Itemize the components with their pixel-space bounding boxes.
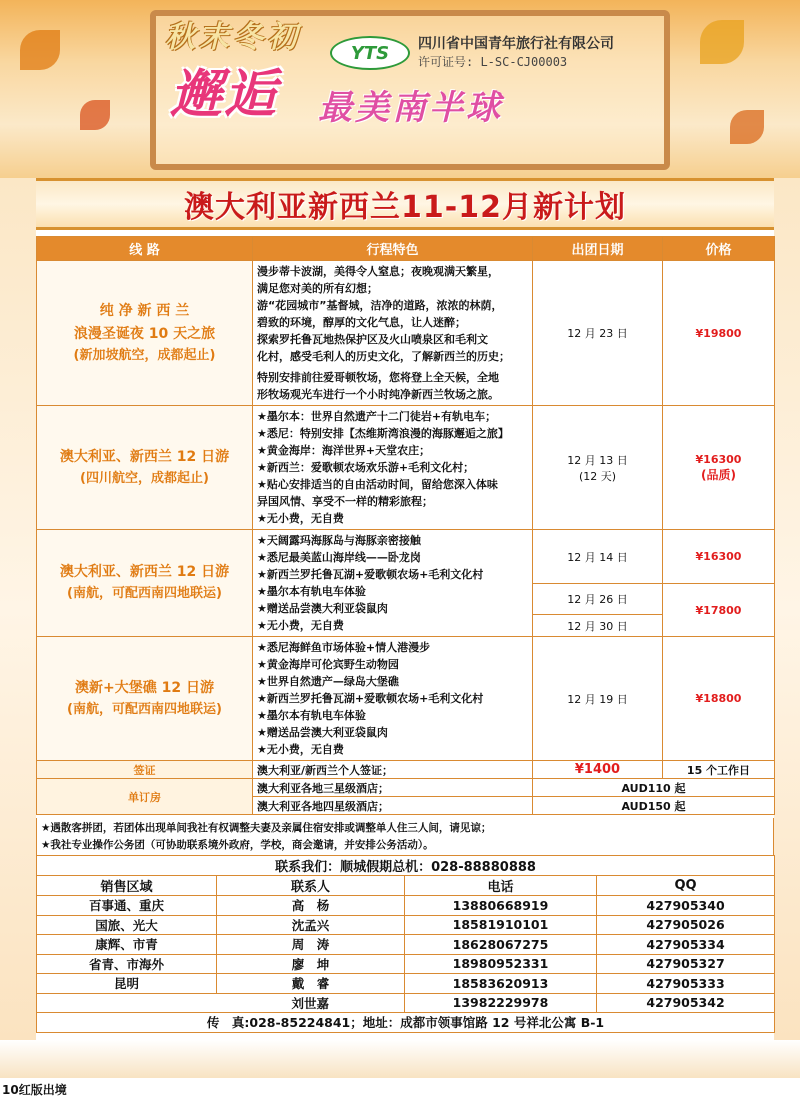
contact-headline: 联系我们：顺城假期总机：028-88880888 — [37, 856, 775, 876]
feature-line: ★无小费，无自费 — [257, 619, 344, 632]
slogan-top: 秋末冬初 — [165, 20, 301, 55]
leaf-decoration — [700, 20, 744, 64]
route-name[interactable] — [37, 406, 253, 530]
route-features — [253, 406, 533, 530]
feature-line: ★新西兰：爱歌顿农场欢乐游+毛利文化村； — [257, 461, 475, 474]
feature-line: ★赠送品尝澳大利亚袋鼠肉 — [257, 602, 388, 615]
price: ¥18800 — [663, 637, 775, 761]
feature-line: ★黄金海岸可伦宾野生动物园 — [257, 658, 399, 671]
qq-number[interactable]: 427905327 — [597, 954, 775, 974]
phone-number[interactable]: 18583620913 — [405, 974, 597, 994]
feature-line: ★新西兰罗托鲁瓦湖+爱歌顿农场+毛利文化村 — [257, 568, 484, 581]
bottom-decoration — [0, 1040, 800, 1078]
route-name[interactable] — [37, 530, 253, 637]
note-line: ★遇散客拼团，若团体出现单间我社有权调整夫妻及亲属住宿安排或调整单人住三人间，请见谅； — [41, 822, 492, 834]
sales-region: 国旅、光大 — [37, 915, 217, 935]
feature-line: ★黄金海岸：海洋世界+天堂农庄； — [257, 444, 431, 457]
feature-line: ★墨尔本有轨电车体验 — [257, 709, 366, 722]
feature-line: ★墨尔本有轨电车体验 — [257, 585, 366, 598]
route-line: 浪漫圣诞夜 10 天之旅 — [73, 326, 216, 342]
price-note: (品质) — [701, 467, 736, 482]
hotel-desc: 澳大利亚各地三星级酒店； — [253, 779, 533, 797]
feature-line: 碧致的环境，醇厚的文化气息，让人迷醉； — [257, 316, 466, 329]
company-name: 四川省中国青年旅行社有限公司 — [418, 36, 614, 52]
page-footer: 10红版出境 — [2, 1083, 67, 1097]
single-room-label: 单订房 — [37, 779, 253, 815]
departure-date: 12 月 19 日 — [533, 637, 663, 761]
fax-address: 传 真:028-85224841；地址：成都市领事馆路 12 号祥北公寓 B-1 — [37, 1013, 775, 1033]
contact-header-row — [37, 876, 775, 896]
column-header: 价格 — [663, 237, 775, 261]
route-line: (四川航空，成都起止) — [80, 470, 209, 486]
route-line: (南航，可配西南四地联运) — [67, 701, 222, 717]
hotel-price: AUD150 起 — [533, 797, 775, 815]
leaf-decoration — [80, 100, 110, 130]
price: ¥17800 — [663, 584, 775, 637]
table-row — [37, 406, 775, 530]
departure-date: 12 月 26 日 — [533, 584, 663, 615]
date-value: 12 月 13 日 — [567, 453, 628, 467]
column-header: 线 路 — [37, 237, 253, 261]
column-header: 销售区域 — [37, 876, 217, 896]
feature-line: 游“花园城市”基督城，洁净的道路，浓浓的林荫， — [257, 299, 503, 312]
header-banner — [0, 0, 800, 178]
qq-number[interactable]: 427905340 — [597, 896, 775, 916]
contact-person: 高 杨 — [217, 896, 405, 916]
feature-line: ★新西兰罗托鲁瓦湖+爱歌顿农场+毛利文化村 — [257, 692, 484, 705]
visa-price: ¥1400 — [533, 761, 663, 779]
column-header: 行程特色 — [253, 237, 533, 261]
single-room-row — [37, 779, 775, 797]
contact-person: 刘世嘉 — [217, 993, 405, 1013]
price-value: ¥16300 — [695, 452, 742, 466]
side-decoration-left — [0, 178, 36, 1040]
route-line: 澳新+大堡礁 12 日游 — [75, 679, 214, 696]
feature-line: ★天阔露玛海豚岛与海豚亲密接触 — [257, 534, 421, 547]
qq-number[interactable]: 427905342 — [597, 993, 775, 1013]
contact-person: 周 涛 — [217, 935, 405, 955]
hotel-desc: 澳大利亚各地四星级酒店； — [253, 797, 533, 815]
qq-number[interactable]: 427905026 — [597, 915, 775, 935]
departure-date: 12 月 23 日 — [533, 261, 663, 406]
feature-line: ★赠送品尝澳大利亚袋鼠肉 — [257, 726, 388, 739]
title-band — [36, 178, 774, 230]
feature-line: ★悉尼：特别安排【杰维斯湾浪漫的海豚邂逅之旅】 — [257, 427, 509, 440]
feature-line: ★无小费，无自费 — [257, 743, 344, 756]
route-name[interactable] — [37, 637, 253, 761]
phone-number[interactable]: 13982229978 — [405, 993, 597, 1013]
route-line: 纯 净 新 西 兰 — [99, 303, 190, 319]
phone-number[interactable]: 18581910101 — [405, 915, 597, 935]
feature-line: ★世界自然遗产—绿岛大堡礁 — [257, 675, 399, 688]
page-title: 澳大利亚新西兰11-12月新计划 — [184, 190, 626, 225]
table-row — [37, 261, 775, 406]
slogan-sub: 最美南半球 — [318, 88, 503, 128]
feature-line: ★墨尔本：世界自然遗产十二门徒岩+有轨电车； — [257, 410, 497, 423]
departure-date — [533, 406, 663, 530]
feature-line: 探索罗托鲁瓦地热保护区及火山喷泉区和毛利文 — [257, 333, 488, 346]
departure-date: 12 月 30 日 — [533, 615, 663, 637]
phone-number[interactable]: 13880668919 — [405, 896, 597, 916]
price: ¥16300 — [663, 530, 775, 584]
company-logo: YTS — [330, 36, 410, 70]
phone-number[interactable]: 18980952331 — [405, 954, 597, 974]
leaf-decoration — [20, 30, 60, 70]
itinerary-table — [36, 236, 775, 815]
feature-line: 异国风情、享受不一样的精彩旅程； — [257, 495, 433, 508]
route-features — [253, 530, 533, 637]
route-line: 澳大利亚、新西兰 12 日游 — [59, 448, 230, 465]
sales-region: 百事通、重庆 — [37, 896, 217, 916]
phone-number[interactable]: 18628067275 — [405, 935, 597, 955]
visa-label: 签证 — [37, 761, 253, 779]
leaf-decoration — [730, 110, 764, 144]
feature-line: 化村，感受毛利人的历史文化，了解新西兰的历史； — [257, 350, 510, 363]
price: ¥19800 — [663, 261, 775, 406]
sales-region — [37, 993, 217, 1013]
departure-date: 12 月 14 日 — [533, 530, 663, 584]
side-decoration-right — [774, 178, 800, 1040]
contact-row — [37, 915, 775, 935]
note-line: ★我社专业操作公务团（可协助联系境外政府，学校，商会邀请，并安排公务活动）。 — [41, 839, 434, 851]
contact-footer-row — [37, 1013, 775, 1033]
qq-number[interactable]: 427905334 — [597, 935, 775, 955]
sales-region: 省青、市海外 — [37, 954, 217, 974]
contact-row — [37, 935, 775, 955]
contact-row — [37, 993, 775, 1013]
contact-person: 戴 睿 — [217, 974, 405, 994]
route-name[interactable] — [37, 261, 253, 406]
route-line: 澳大利亚、新西兰 12 日游 — [59, 564, 230, 580]
column-header: QQ — [597, 876, 775, 896]
slogan-main: 邂逅 — [170, 64, 279, 125]
route-line: (新加坡航空，成都起止) — [73, 348, 216, 363]
feature-line: ★无小费，无自费 — [257, 512, 344, 525]
contact-headline-row — [37, 856, 775, 876]
notes-box — [36, 818, 774, 857]
sales-region: 昆明 — [37, 974, 217, 994]
feature-line: ★贴心安排适当的自由活动时间，留给您深入体味 — [257, 478, 498, 491]
route-line: (南航，可配西南四地联运) — [67, 586, 222, 601]
table-header-row — [37, 237, 775, 261]
table-row — [37, 530, 775, 584]
date-duration: (12 天) — [578, 469, 617, 483]
contact-person: 沈孟兴 — [217, 915, 405, 935]
qq-number[interactable]: 427905333 — [597, 974, 775, 994]
column-header: 电话 — [405, 876, 597, 896]
feature-line: 形牧场观光车进行一个小时纯净新西兰牧场之旅。 — [257, 388, 499, 401]
route-features — [253, 261, 533, 406]
contact-row — [37, 896, 775, 916]
price — [663, 406, 775, 530]
license-number: 许可证号: L-SC-CJ00003 — [418, 55, 568, 69]
visa-row — [37, 761, 775, 779]
visa-desc: 澳大利亚/新西兰个人签证； — [253, 761, 533, 779]
contact-table — [36, 855, 775, 1033]
column-header: 联系人 — [217, 876, 405, 896]
feature-line: 满足您对美的所有幻想； — [257, 282, 378, 295]
feature-line: ★悉尼最美蓝山海岸线——卧龙岗 — [257, 551, 421, 564]
contact-row — [37, 954, 775, 974]
route-features — [253, 637, 533, 761]
feature-line: 漫步蒂卡波湖，美得令人窒息；夜晚观满天繁星， — [257, 265, 499, 278]
table-row — [37, 637, 775, 761]
contact-row — [37, 974, 775, 994]
visa-processing-time: 15 个工作日 — [663, 761, 775, 779]
contact-person: 廖 坤 — [217, 954, 405, 974]
sales-region: 康辉、市青 — [37, 935, 217, 955]
hotel-price: AUD110 起 — [533, 779, 775, 797]
feature-line: 特别安排前往爱哥顿牧场，您将登上全天候，全地 — [257, 371, 499, 384]
column-header: 出团日期 — [533, 237, 663, 261]
feature-line: ★悉尼海鲜鱼市场体验+情人港漫步 — [257, 641, 431, 654]
